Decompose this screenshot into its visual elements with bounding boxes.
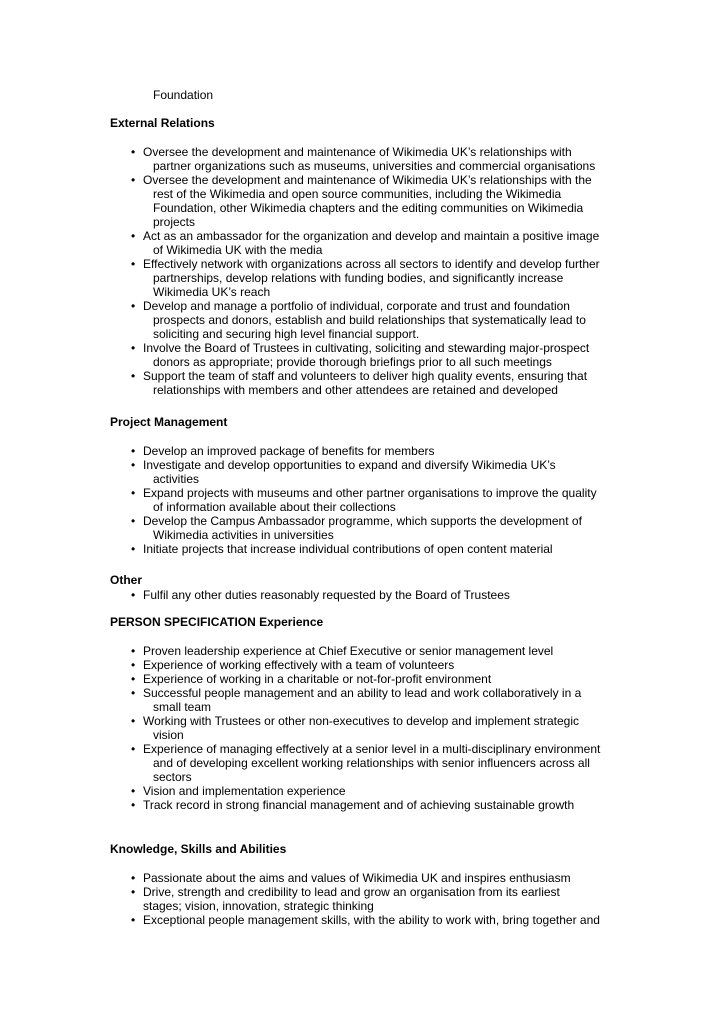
- bullet-text-continuation: prospects and donors, establish and build relationships that systematically lead to: [153, 313, 586, 327]
- bullet-text-continuation: rest of the Wikimedia and open source communities, including the Wikimedia: [153, 187, 562, 201]
- bullet-text-continuation: soliciting and securing high level financial support.: [153, 327, 420, 341]
- bullet-text: Develop and manage a portfolio of individual, corporate and trust and foundation: [143, 299, 570, 313]
- bullet-icon: •: [131, 486, 136, 500]
- bullet-list: [0, 588, 723, 602]
- bullet-icon: •: [131, 173, 136, 187]
- bullet-text: Working with Trustees or other non-executives to develop and implement strategic: [143, 714, 579, 728]
- bullet-icon: •: [131, 588, 136, 602]
- bullet-text: Initiate projects that increase individual contributions of open content material: [143, 542, 553, 556]
- bullet-item: [0, 458, 613, 486]
- bullet-icon: •: [131, 299, 136, 313]
- bullet-text: Successful people management and an ability to lead and work collaboratively in a: [143, 686, 582, 700]
- bullet-text-continuation: Wikimedia UK’s reach: [153, 285, 271, 299]
- bullet-text-continuation: of information available about their collections: [153, 500, 396, 514]
- bullet-item: [0, 257, 613, 299]
- section-heading: Project Management: [110, 415, 228, 429]
- bullet-text: Involve the Board of Trustees in cultivating, soliciting and stewarding major-prospect: [143, 341, 590, 355]
- bullet-text: Passionate about the aims and values of Wikimedia UK and inspires enthusiasm: [143, 871, 571, 885]
- bullet-item: [0, 658, 613, 672]
- section-heading: External Relations: [110, 116, 215, 130]
- bullet-text: Proven leadership experience at Chief Executive or senior management level: [143, 644, 554, 658]
- bullet-text-continuation: sectors: [153, 770, 192, 784]
- bullet-list: [0, 444, 723, 556]
- bullet-item: [0, 299, 613, 341]
- bullet-item: [0, 341, 613, 369]
- section-heading: Knowledge, Skills and Abilities: [110, 842, 287, 856]
- bullet-text: Effectively network with organizations across all sectors to identify and develop further: [143, 257, 600, 271]
- bullet-item: [0, 672, 613, 686]
- bullet-icon: •: [131, 871, 136, 885]
- bullet-text-continuation: Foundation, other Wikimedia chapters and the editing communities on Wikimedia: [153, 201, 584, 215]
- bullet-item: [0, 686, 613, 714]
- bullet-item: [0, 588, 613, 602]
- bullet-icon: •: [131, 742, 136, 756]
- bullet-text-continuation: projects: [153, 215, 196, 229]
- bullet-item: [0, 369, 613, 397]
- bullet-item: [0, 444, 613, 458]
- bullet-text-continuation: and of developing excellent working relationships with senior influencers across all: [153, 756, 590, 770]
- bullet-item: [0, 885, 613, 913]
- bullet-item: [0, 644, 613, 658]
- bullet-item: [0, 871, 613, 885]
- bullet-icon: •: [131, 885, 136, 899]
- bullet-item: [0, 173, 613, 229]
- bullet-text-continuation: donors as appropriate; provide thorough briefings prior to all such meetings: [153, 355, 552, 369]
- bullet-icon: •: [131, 784, 136, 798]
- bullet-list: [0, 871, 723, 927]
- section-heading: PERSON SPECIFICATION Experience: [110, 615, 324, 629]
- bullet-icon: •: [131, 369, 136, 383]
- bullet-icon: •: [131, 229, 136, 243]
- bullet-text-continuation: partnerships, develop relations with funding bodies, and significantly increase: [153, 271, 564, 285]
- bullet-item: [0, 145, 613, 173]
- bullet-icon: •: [131, 913, 136, 927]
- bullet-text: Develop the Campus Ambassador programme, which supports the development of: [143, 514, 582, 528]
- bullet-text: Exceptional people management skills, with the ability to work with, bring together and: [143, 913, 600, 927]
- bullet-icon: •: [131, 798, 136, 812]
- bullet-text: Develop an improved package of benefits for members: [143, 444, 435, 458]
- bullet-icon: •: [131, 341, 136, 355]
- bullet-icon: •: [131, 145, 136, 159]
- bullet-text-continuation: stages; vision, innovation, strategic thinking: [143, 899, 374, 913]
- bullet-icon: •: [131, 672, 136, 686]
- bullet-icon: •: [131, 257, 136, 271]
- bullet-item: [0, 542, 613, 556]
- bullet-text: Experience of managing effectively at a senior level in a multi-disciplinary environment: [143, 742, 601, 756]
- carryover-line: Foundation: [153, 88, 214, 102]
- bullet-list: [0, 145, 723, 397]
- bullet-text: Oversee the development and maintenance of Wikimedia UK’s relationships with the: [143, 173, 592, 187]
- bullet-text: Experience of working in a charitable or not-for-profit environment: [143, 672, 492, 686]
- bullet-item: [0, 229, 613, 257]
- bullet-text-continuation: relationships with members and other attendees are retained and developed: [153, 383, 558, 397]
- bullet-item: [0, 514, 613, 542]
- bullet-icon: •: [131, 444, 136, 458]
- bullet-icon: •: [131, 658, 136, 672]
- bullet-icon: •: [131, 686, 136, 700]
- bullet-icon: •: [131, 458, 136, 472]
- bullet-text: Support the team of staff and volunteers to deliver high quality events, ensuring that: [143, 369, 588, 383]
- bullet-text: Vision and implementation experience: [143, 784, 346, 798]
- bullet-text-continuation: small team: [153, 700, 212, 714]
- bullet-text-continuation: of Wikimedia UK with the media: [153, 243, 323, 257]
- bullet-item: [0, 486, 613, 514]
- bullet-text: Expand projects with museums and other partner organisations to improve the quality: [143, 486, 597, 500]
- bullet-text: Track record in strong financial management and of achieving sustainable growth: [143, 798, 575, 812]
- bullet-text-continuation: activities: [153, 472, 200, 486]
- bullet-icon: •: [131, 644, 136, 658]
- bullet-text: Fulfil any other duties reasonably requested by the Board of Trustees: [143, 588, 510, 602]
- bullet-text-continuation: partner organizations such as museums, universities and commercial organisations: [153, 159, 596, 173]
- bullet-item: [0, 798, 613, 812]
- bullet-icon: •: [131, 514, 136, 528]
- bullet-text: Experience of working effectively with a team of volunteers: [143, 658, 455, 672]
- bullet-text-continuation: Wikimedia activities in universities: [153, 528, 334, 542]
- bullet-list: [0, 644, 723, 812]
- bullet-icon: •: [131, 714, 136, 728]
- bullet-text: Investigate and develop opportunities to expand and diversify Wikimedia UK’s: [143, 458, 556, 472]
- bullet-item: [0, 913, 613, 927]
- section-heading: Other: [110, 573, 143, 587]
- bullet-item: [0, 784, 613, 798]
- bullet-text: Act as an ambassador for the organization and develop and maintain a positive image: [143, 229, 600, 243]
- bullet-text: Drive, strength and credibility to lead and grow an organisation from its earliest: [143, 885, 560, 899]
- bullet-text: Oversee the development and maintenance of Wikimedia UK’s relationships with: [143, 145, 572, 159]
- bullet-text-continuation: vision: [153, 728, 184, 742]
- bullet-item: [0, 742, 613, 784]
- bullet-item: [0, 714, 613, 742]
- bullet-icon: •: [131, 542, 136, 556]
